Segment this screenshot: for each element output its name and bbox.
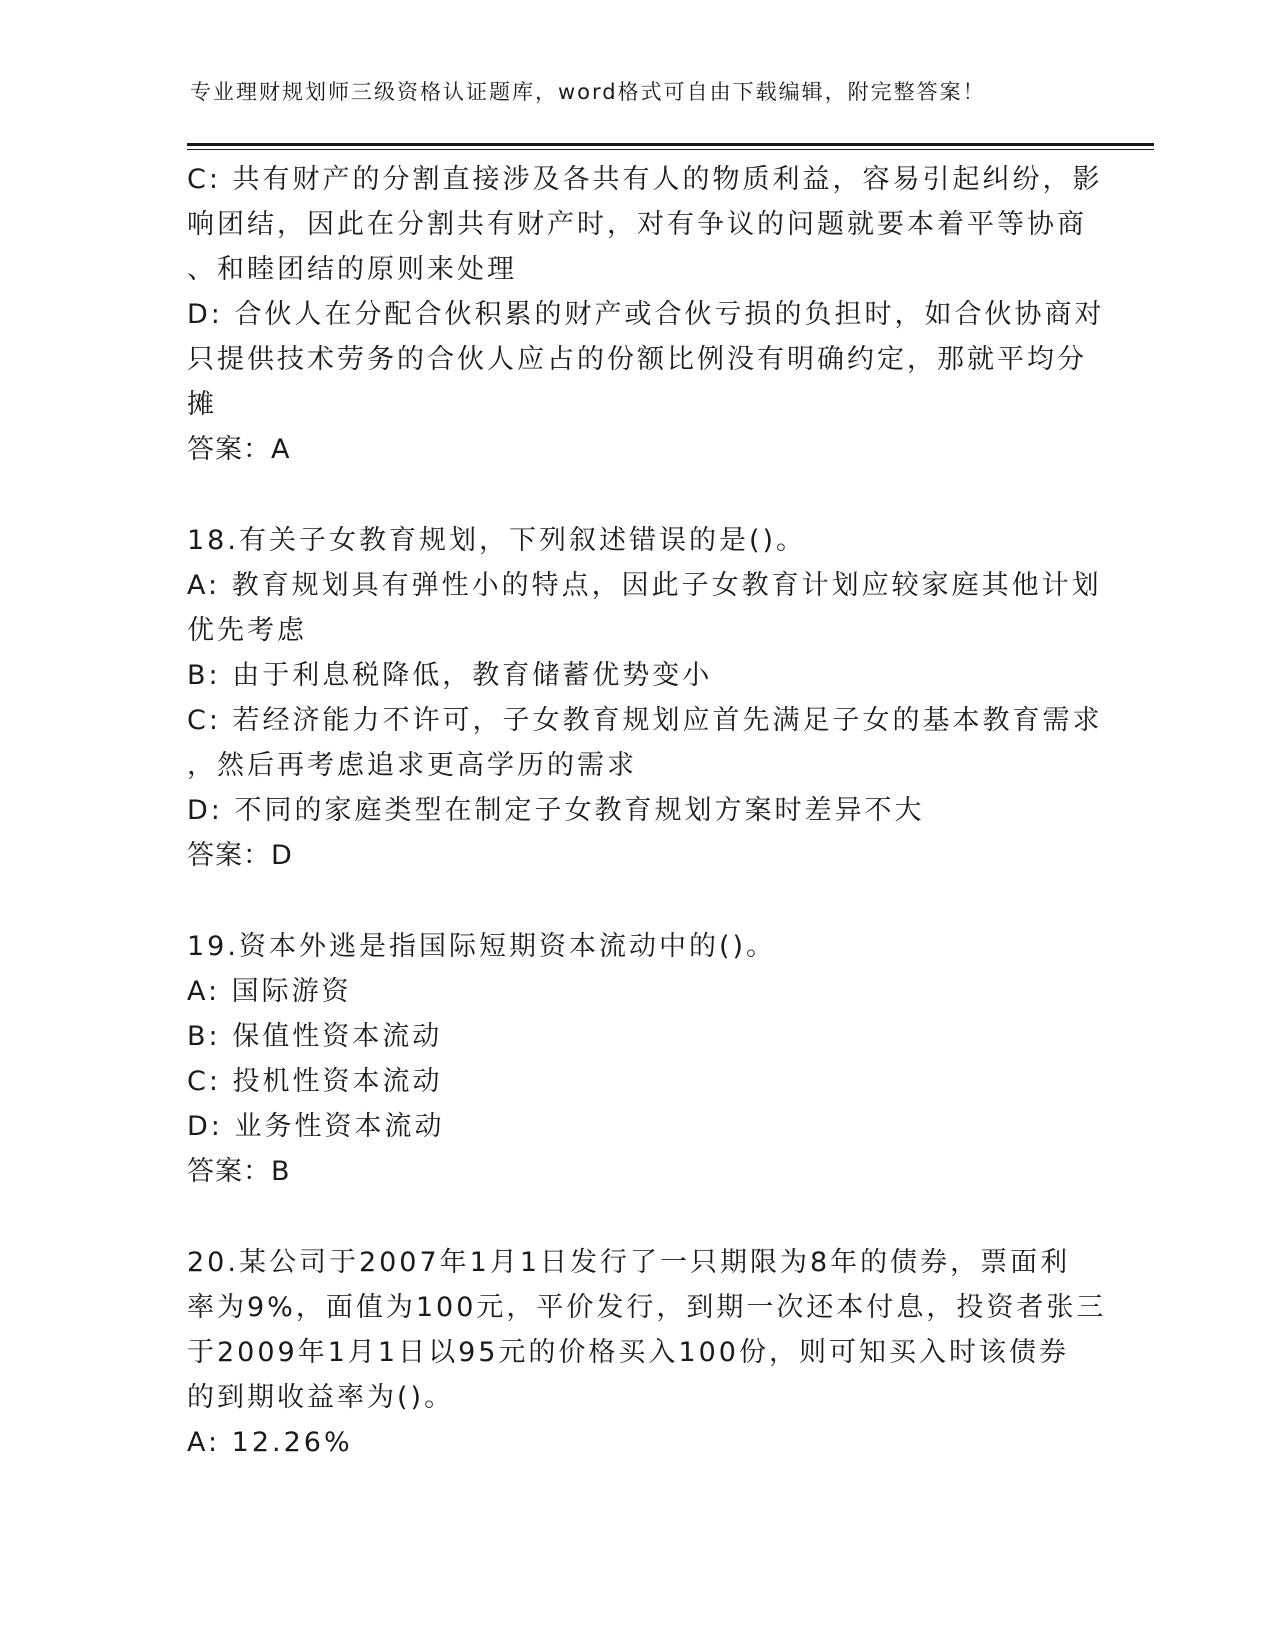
header-rule-thin: [187, 149, 1154, 150]
question-20: [187, 1240, 1107, 1465]
question-stem-line-3: 于2009年1月1日以95元的价格买入100份，则可知买入时该债券: [187, 1337, 1069, 1368]
question-17-tail: [187, 157, 1105, 472]
option-d: D: 业务性资本流动: [187, 1111, 445, 1142]
option-b: B: 由于利息税降低，教育储蓄优势变小: [187, 660, 713, 691]
question-stem-line-1: 20.某公司于2007年1月1日发行了一只期限为8年的债券，票面利: [187, 1247, 1071, 1278]
spacer: [187, 878, 1087, 924]
option-c-line-2: ，然后再考虑追求更高学历的需求: [187, 750, 637, 781]
answer-label: 答案：B: [187, 1156, 291, 1187]
option-c-line-1: C: 共有财产的分割直接涉及各共有人的物质利益，容易引起纠纷，影: [187, 164, 1103, 195]
question-18: [187, 518, 1103, 878]
option-d-line-2: 只提供技术劳务的合伙人应占的份额比例没有明确约定，那就平均分: [187, 344, 1087, 375]
option-a: A: 12.26%: [187, 1427, 353, 1458]
option-a: A: 国际游资: [187, 976, 352, 1007]
question-stem-line-4: 的到期收益率为()。: [187, 1382, 455, 1413]
option-d-line-3: 摊: [187, 389, 217, 420]
option-c-line-2: 响团结，因此在分割共有财产时，对有争议的问题就要本着平等协商: [187, 209, 1087, 240]
header-rule-thick: [187, 143, 1154, 146]
question-stem: 18.有关子女教育规划，下列叙述错误的是()。: [187, 525, 807, 556]
spacer: [187, 472, 1087, 518]
question-stem: 19.资本外逃是指国际短期资本流动中的()。: [187, 931, 777, 962]
answer-label: 答案：A: [187, 434, 291, 465]
option-d: D: 不同的家庭类型在制定子女教育规划方案时差异不大: [187, 795, 925, 826]
option-c-line-3: 、和睦团结的原则来处理: [187, 254, 517, 285]
option-d-line-1: D: 合伙人在分配合伙积累的财产或合伙亏损的负担时，如合伙协商对: [187, 299, 1105, 330]
spacer: [187, 1194, 1087, 1240]
option-a-line-1: A: 教育规划具有弹性小的特点，因此子女教育计划应较家庭其他计划: [187, 570, 1102, 601]
option-b: B: 保值性资本流动: [187, 1021, 443, 1052]
header-note: 专业理财规划师三级资格认证题库，word格式可自由下载编辑，附完整答案！: [190, 80, 986, 104]
question-19: [187, 924, 1087, 1194]
question-stem-line-2: 率为9%，面值为100元，平价发行，到期一次还本付息，投资者张三: [187, 1292, 1107, 1323]
question-content: [187, 157, 1107, 1465]
answer-label: 答案：D: [187, 840, 293, 871]
option-c-line-1: C: 若经济能力不许可，子女教育规划应首先满足子女的基本教育需求: [187, 705, 1103, 736]
option-a-line-2: 优先考虑: [187, 615, 307, 646]
option-c: C: 投机性资本流动: [187, 1066, 443, 1097]
